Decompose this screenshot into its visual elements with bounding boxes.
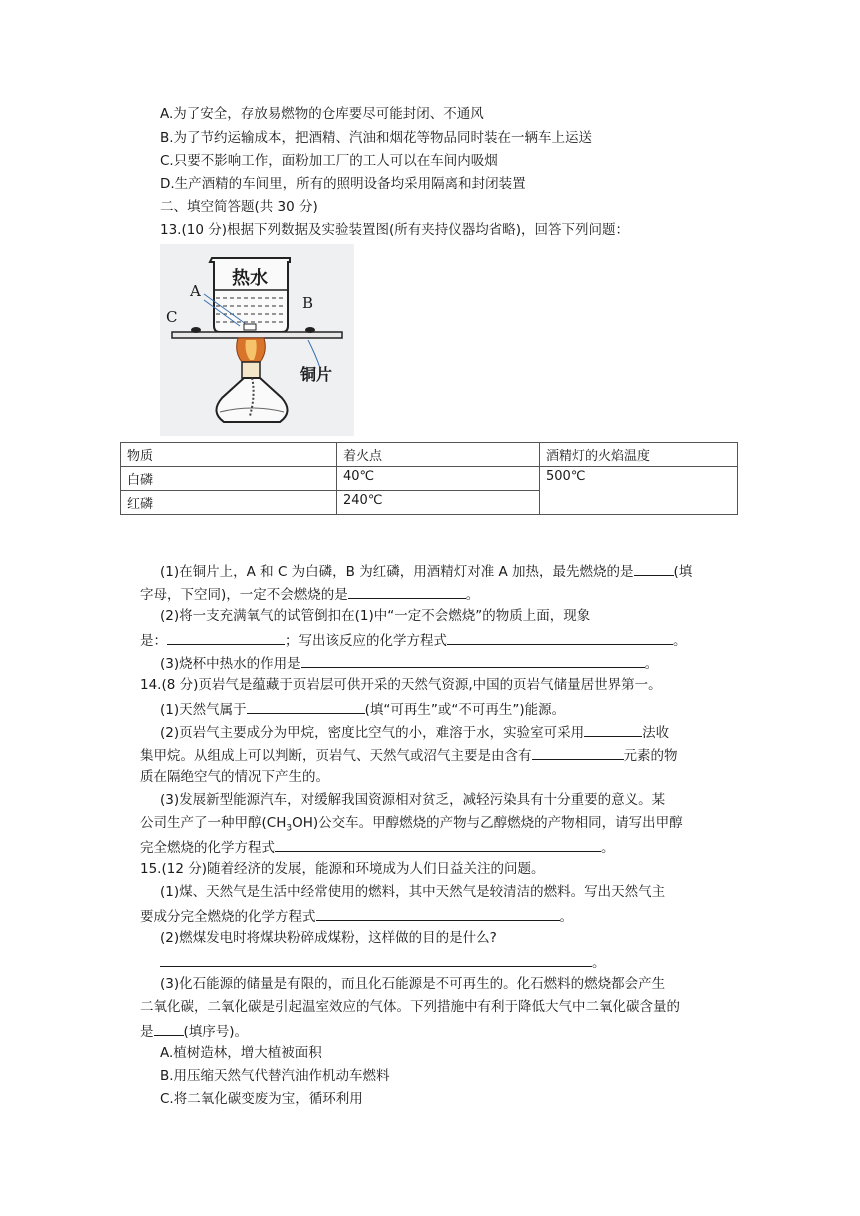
q14-p3-line3: 完全燃烧的化学方程式 。 — [140, 836, 615, 858]
q15-stem: 15.(12 分)随着经济的发展，能源和环境成为人们日益关注的问题。 — [140, 861, 545, 877]
label-c: C — [166, 308, 178, 326]
q15-option-b: B.用压缩天然气代替汽油作机动车燃料 — [160, 1068, 390, 1084]
table-cell: 白磷 — [121, 467, 337, 491]
answer-blank[interactable] — [301, 652, 645, 668]
table-header: 着火点 — [337, 443, 540, 467]
label-b: B — [302, 294, 314, 312]
option-a: A.为了安全，存放易燃物的仓库要尽可能封闭、不通风 — [160, 106, 484, 122]
label-hot-water: 热水 — [232, 268, 268, 289]
answer-blank[interactable] — [247, 698, 365, 714]
answer-blank[interactable] — [584, 721, 642, 737]
q14-stem: 14.(8 分)页岩气是蕴藏于页岩层可供开采的天然气资源,中国的页岩气储量居世界第一。 — [140, 677, 662, 693]
answer-blank[interactable] — [154, 1020, 184, 1036]
answer-blank[interactable] — [167, 629, 285, 645]
option-d: D.生产酒精的车间里，所有的照明设备均采用隔离和封闭装置 — [160, 176, 526, 192]
label-copper: 铜片 — [300, 365, 333, 384]
q13-p2-line2: 是： ；写出该反应的化学方程式 。 — [140, 629, 687, 651]
table-header: 物质 — [121, 443, 337, 467]
ignition-table — [120, 442, 738, 515]
q15-option-a: A.植树造林，增大植被面积 — [160, 1045, 322, 1061]
answer-blank[interactable] — [634, 560, 674, 576]
q13-p2-line1: (2)将一支充满氧气的试管倒扣在(1)中“一定不会燃烧”的物质上面，现象 — [160, 608, 591, 624]
q15-p3-line3: 是 (填序号)。 — [140, 1020, 248, 1042]
label-a: A — [190, 282, 201, 300]
table-cell: 240℃ — [337, 491, 540, 515]
q13-p1-line1: (1)在铜片上，A 和 C 为白磷，B 为红磷，用酒精灯对准 A 加热，最先燃烧的是 (填 — [160, 560, 692, 582]
q15-option-c: C.将二氧化碳变废为宝，循环利用 — [160, 1091, 363, 1107]
q13-stem: 13.(10 分)根据下列数据及实验装置图(所有夹持仪器均省略)，回答下列问题： — [160, 222, 630, 238]
table-cell: 红磷 — [121, 491, 337, 515]
table-cell: 40℃ — [337, 467, 540, 491]
table-header: 酒精灯的火焰温度 — [540, 443, 738, 467]
answer-blank[interactable] — [447, 629, 673, 645]
q15-p2-line1: (2)燃煤发电时将煤块粉碎成煤粉，这样做的目的是什么? — [160, 930, 497, 946]
q14-p1: (1)天然气属于 (填“可再生”或“不可再生”)能源。 — [160, 698, 565, 720]
q14-p3-line1: (3)发展新型能源汽车，对缓解我国资源相对贫乏，减轻污染具有十分重要的意义。某 — [160, 792, 666, 808]
q14-p2-line2: 集甲烷。从组成上可以判断，页岩气、天然气或沼气主要是由含有 元素的物 — [140, 744, 678, 766]
q14-p2-line1: (2)页岩气主要成分为甲烷，密度比空气的小，难溶于水，实验室可采用 法收 — [160, 721, 669, 743]
option-c: C.只要不影响工作，面粉加工厂的工人可以在车间内吸烟 — [160, 153, 498, 169]
table-row — [121, 467, 738, 491]
table-cell-flame-temp: 500℃ — [540, 467, 738, 515]
q14-p2-line3: 质在隔绝空气的情况下产生的。 — [140, 769, 329, 785]
q15-p3-line1: (3)化石能源的储量是有限的，而且化石能源是不可再生的。化石燃料的燃烧都会产生 — [160, 976, 666, 992]
q13-p3: (3)烧杯中热水的作用是 。 — [160, 652, 658, 674]
option-b: B.为了节约运输成本，把酒精、汽油和烟花等物品同时装在一辆车上运送 — [160, 130, 593, 146]
q15-p2-line2: 。 — [160, 951, 606, 973]
answer-blank[interactable] — [275, 836, 601, 852]
q15-p1-line1: (1)煤、天然气是生活中经常使用的燃料，其中天然气是较清洁的燃料。写出天然气主 — [160, 884, 666, 900]
answer-blank[interactable] — [532, 744, 624, 760]
q13-p1-line2: 字母，下空同)，一定不会燃烧的是 。 — [140, 583, 479, 605]
q15-p1-line2: 要成分完全燃烧的化学方程式 。 — [140, 905, 573, 927]
answer-blank[interactable] — [160, 951, 592, 967]
table-header-row — [121, 443, 738, 467]
q15-p3-line2: 二氧化碳，二氧化碳是引起温室效应的气体。下列措施中有利于降低大气中二氧化碳含量的 — [140, 999, 680, 1015]
experiment-figure — [160, 244, 354, 436]
answer-blank[interactable] — [348, 583, 466, 599]
q14-p3-line2: 公司生产了一种甲醇$(CH_3OH)$公交车。甲醇燃烧的产物与乙醇燃烧的产物相同，请写出甲醇 — [140, 815, 683, 834]
section-title: 二、填空简答题(共 30 分) — [160, 199, 318, 215]
answer-blank[interactable] — [316, 905, 560, 921]
